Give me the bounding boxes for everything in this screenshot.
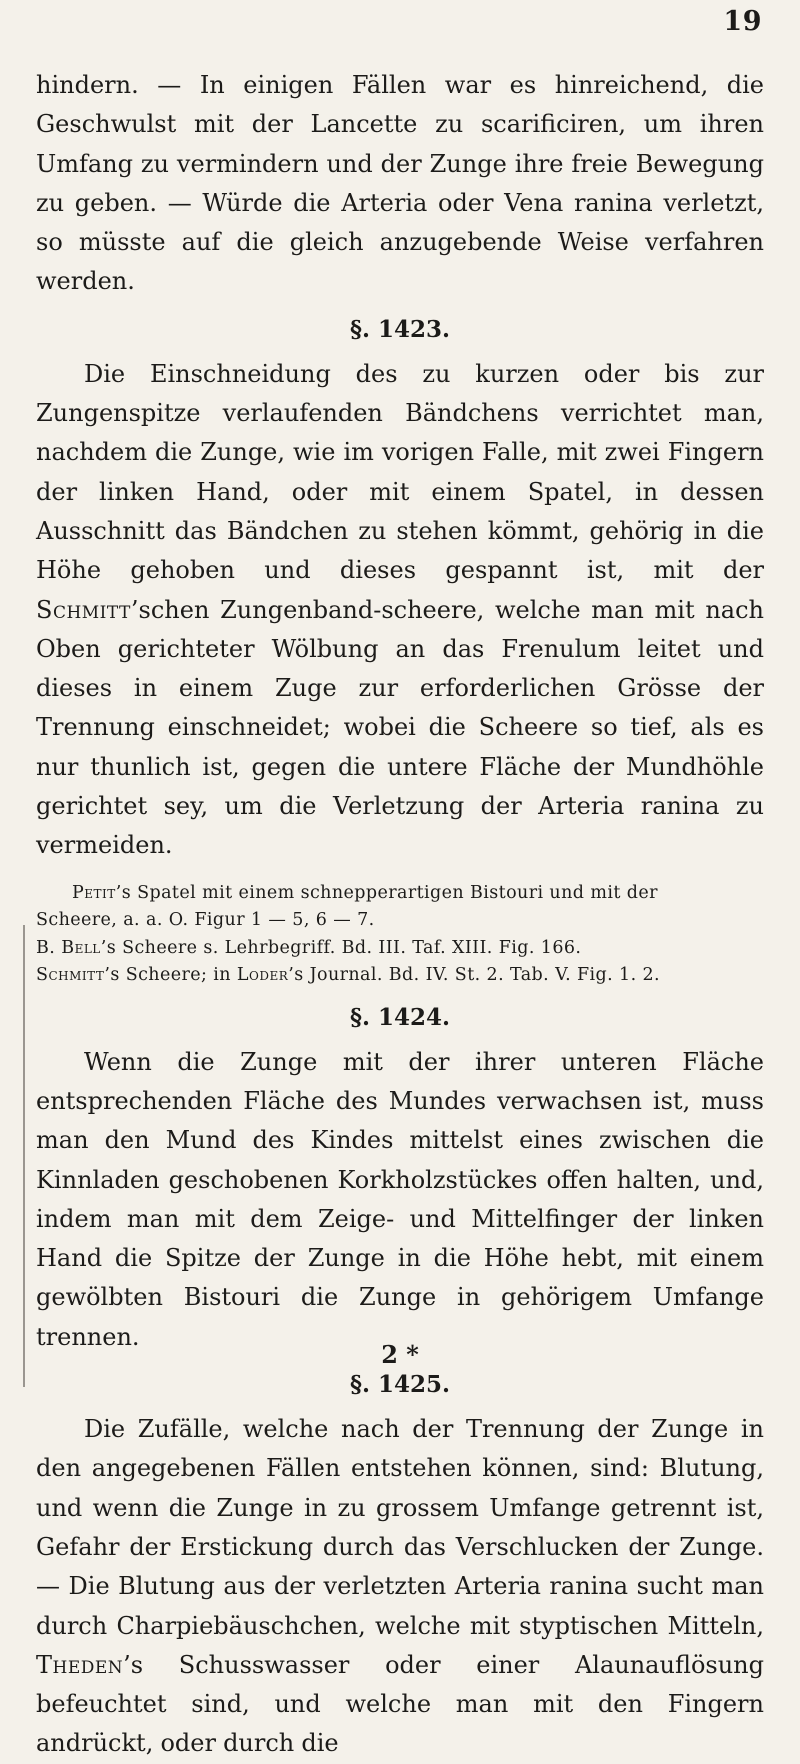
- note-petit-line-2: Scheere, a. a. O. Figur 1 — 5, 6 — 7.: [36, 910, 375, 931]
- note-bell-text: ’s Scheere s. Lehrbegriff. Bd. III. Taf. XIII. Fig. 166.: [100, 937, 582, 958]
- author-name-loder: Loder: [236, 965, 289, 986]
- paragraph-1425-part-b: ’s Schusswasser oder einer Alaunauflösung befeuchtet sind, und welche man mit den Fingern andrückt, oder durch die: [36, 1650, 764, 1758]
- author-name-schmitt-note: Schmitt: [36, 965, 105, 986]
- note-petit-text: ’s Spatel mit einem schnepperartigen Bistouri und mit der: [115, 882, 658, 903]
- binding-edge-line: [23, 925, 25, 1387]
- paragraph-1424: Wenn die Zunge mit der ihrer unteren Fläche entsprechenden Fläche des Mundes verwachsen ist, muss man den Mund des Kindes mittelst eines zwischen die Kinnladen geschobenen Korkholzstückes offen halten, und, indem man mit dem Zeige- und Mittelfinger der linken Hand die Spitze der Zunge in die Höhe hebt, mit einem gewölbten Bistouri die Zunge in gehörigem Umfange trennen.: [36, 1047, 764, 1351]
- note-schmitt: [36, 962, 764, 990]
- author-name-bell: Bell: [61, 937, 101, 958]
- author-name-theden: Theden: [36, 1650, 124, 1679]
- paragraph-1423: [36, 355, 764, 866]
- printer-signature-mark: 2 *: [381, 1340, 419, 1369]
- paragraph-1425: [36, 1410, 764, 1764]
- paragraph-1422-continued: hindern. — In einigen Fällen war es hinreichend, die Geschwulst mit der Lancette zu scarificiren, um ihren Umfang zu vermindern und der Zunge ihre freie Bewegung zu geben. — Würde die Arteria oder Vena ranina verletzt, so müsste auf die gleich anzugebende Weise verfahren werden.: [36, 71, 764, 296]
- note-schmitt-text-a: ’s Scheere; in: [104, 965, 231, 986]
- section-heading-1423: §. 1423.: [349, 315, 451, 343]
- paragraph-1423-part-b: ’schen Zungenband-scheere, welche man mit nach Oben gerichteter Wölbung an das Frenulum leitet und dieses in einem Zuge zur erforderlichen Grösse der Trennung einschneidet; wobei die Scheere so tief, als es nur thunlich ist, gegen die untere Fläche der Mundhöhle gerichtet sey, um die Verletzung der Arteria ranina zu vermeiden.: [36, 595, 764, 860]
- section-heading-1425: §. 1425.: [349, 1371, 451, 1399]
- note-bell: [36, 935, 764, 963]
- paragraph-1425-part-a: Die Zufälle, welche nach der Trennung der Zunge in den angegebenen Fällen entstehen können, sind: Blutung, und wenn die Zunge in zu grossem Umfange getrennt ist, Gefahr der Erstickung durch das Verschlucken der Zunge. — Die Blutung aus der verletzten Arteria ranina sucht man durch Charpiebäuschchen, welche mit styptischen Mitteln,: [36, 1415, 764, 1640]
- paragraph-1423-part-a: Die Einschneidung des zu kurzen oder bis zur Zungenspitze verlaufenden Bändchens verrichtet man, nachdem die Zunge, wie im vorigen Falle, mit zwei Fingern der linken Hand, oder mit einem Spatel, in dessen Ausschnitt das Bändchen zu stehen kömmt, gehörig in die Höhe gehoben und dieses gespannt ist, mit der: [36, 359, 764, 585]
- reference-notes: [36, 880, 764, 990]
- author-name-schmitt: Schmitt: [36, 595, 131, 624]
- text-column: [36, 66, 764, 1764]
- author-name-petit: Petit: [72, 882, 116, 903]
- note-schmitt-text-b: ’s Journal. Bd. IV. St. 2. Tab. V. Fig. 1. 2.: [288, 965, 661, 986]
- page-number: 19: [723, 6, 762, 37]
- note-bell-initial: B.: [36, 937, 56, 958]
- section-heading-1424: §. 1424.: [349, 1003, 451, 1031]
- note-petit-line-1: [36, 880, 764, 908]
